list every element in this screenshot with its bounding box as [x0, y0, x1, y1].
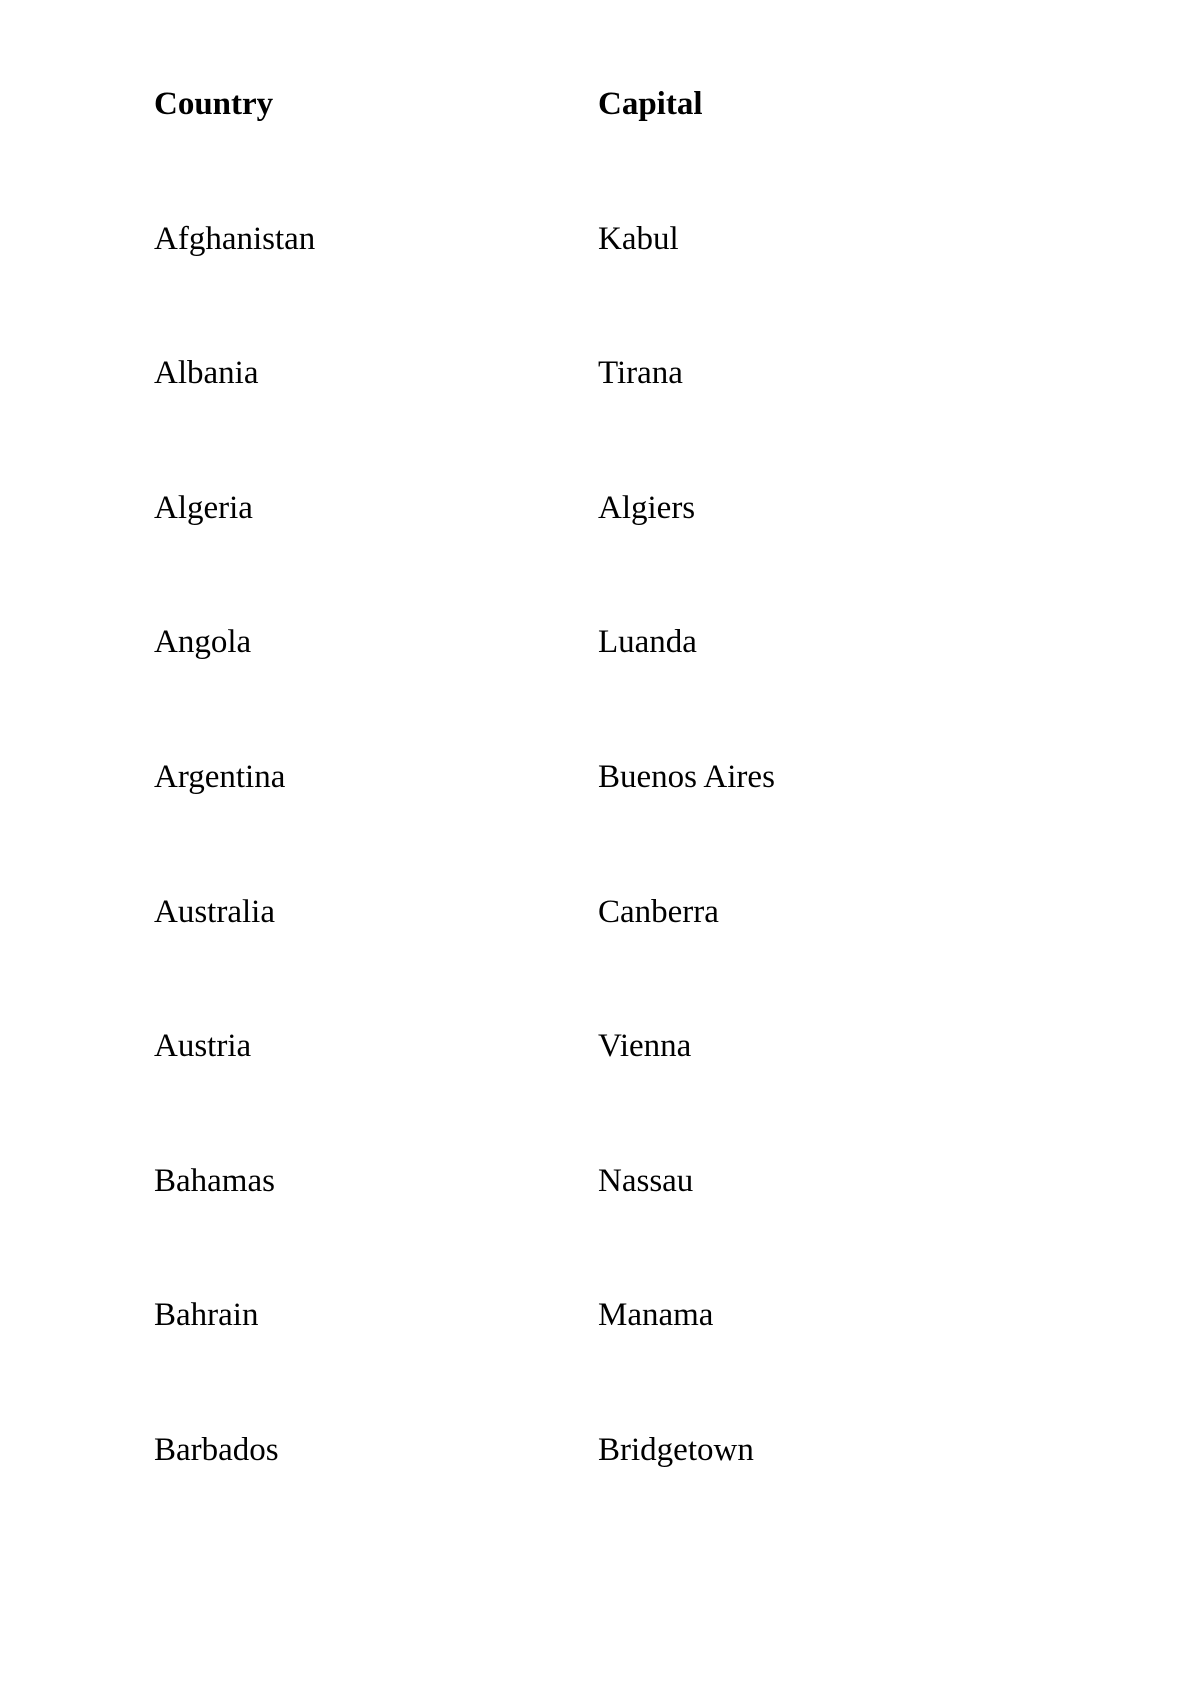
table-row [154, 624, 1054, 759]
header-capital: Capital [598, 86, 703, 122]
table-row [154, 1028, 1054, 1163]
capital-cell: Kabul [598, 220, 679, 257]
country-cell: Barbados [154, 1431, 279, 1468]
table-row [154, 1432, 1054, 1567]
capital-cell: Manama [598, 1297, 714, 1334]
table-header-row [154, 86, 1054, 221]
table-row [154, 894, 1054, 1029]
capital-cell: Canberra [598, 893, 719, 930]
country-cell: Argentina [154, 758, 286, 795]
country-cell: Australia [154, 893, 275, 930]
table-row [154, 221, 1054, 356]
country-cell: Algeria [154, 489, 253, 526]
country-cell: Austria [154, 1028, 252, 1065]
capital-cell: Tirana [598, 355, 683, 392]
capital-cell: Buenos Aires [598, 758, 775, 795]
country-cell: Afghanistan [154, 220, 316, 257]
country-cell: Bahrain [154, 1297, 259, 1334]
country-cell: Bahamas [154, 1162, 275, 1199]
country-cell: Angola [154, 624, 252, 661]
table-row [154, 355, 1054, 490]
capital-cell: Nassau [598, 1162, 694, 1199]
table-row [154, 490, 1054, 625]
table-row [154, 1297, 1054, 1432]
header-country: Country [154, 86, 274, 122]
table-row [154, 1163, 1054, 1298]
table-row [154, 759, 1054, 894]
country-capital-table [154, 86, 1054, 1567]
capital-cell: Bridgetown [598, 1431, 754, 1468]
capital-cell: Vienna [598, 1028, 692, 1065]
country-cell: Albania [154, 355, 259, 392]
capital-cell: Algiers [598, 489, 696, 526]
capital-cell: Luanda [598, 624, 697, 661]
